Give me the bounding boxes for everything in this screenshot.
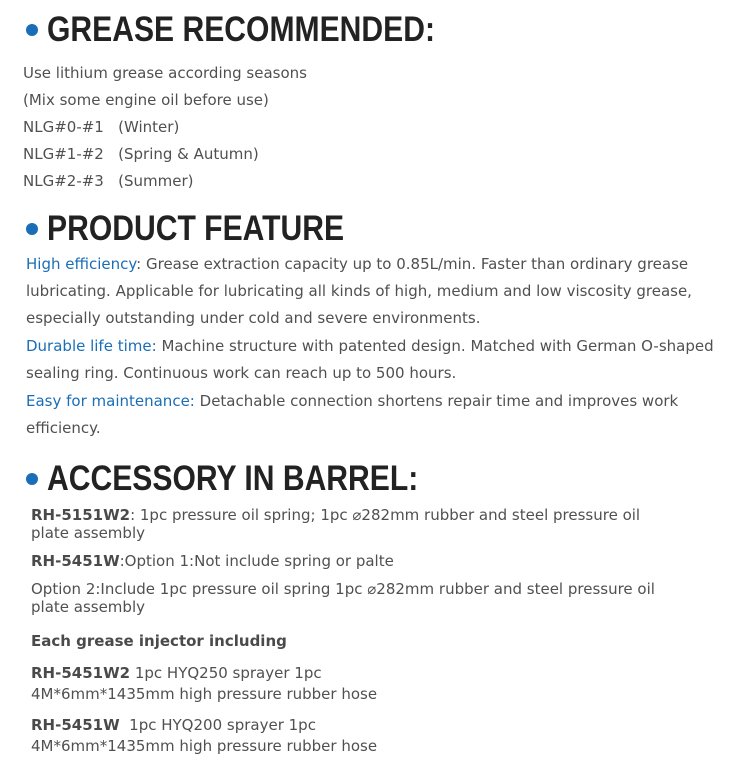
- injector-item-2: [31, 715, 711, 757]
- injector-line-1: 1pc HYQ250 sprayer 1pc: [130, 664, 322, 682]
- injector-heading: Each grease injector including: [31, 632, 287, 650]
- feature-item-easy-maintenance: [26, 388, 722, 442]
- grease-line-3: NLG#0-#1 (Winter): [23, 118, 180, 136]
- grease-line-2: (Mix some engine oil before use): [23, 91, 269, 109]
- accessory-item-2: [31, 552, 711, 570]
- accessory-text: : 1pc pressure oil spring; 1pc ⌀282mm rubber and steel pressure oil plate assembly: [31, 506, 641, 542]
- injector-item-1: [31, 663, 711, 705]
- feature-item-durable-life: [26, 333, 722, 387]
- model-code: RH-5451W: [31, 552, 120, 570]
- accessory-section-header: [26, 459, 479, 499]
- feature-section-header: [26, 209, 392, 249]
- grease-title: GREASE RECOMMENDED:: [47, 10, 435, 49]
- feature-text: Detachable connection shortens repair time and improves work efficiency.: [26, 392, 679, 437]
- injector-line-1: 1pc HYQ200 sprayer 1pc: [119, 716, 316, 734]
- model-code: RH-5151W2: [31, 506, 131, 524]
- feature-label: Durable life time:: [26, 337, 157, 355]
- feature-title: PRODUCT FEATURE: [47, 209, 345, 248]
- bullet-icon: [26, 223, 38, 235]
- grease-line-4: NLG#1-#2 (Spring & Autumn): [23, 145, 259, 163]
- bullet-icon: [26, 473, 38, 485]
- bullet-icon: [26, 24, 38, 36]
- accessory-item-3: Option 2:Include 1pc pressure oil spring 1pc ⌀282mm rubber and steel pressure oil plate assembly: [31, 580, 655, 616]
- feature-sep: :: [136, 255, 146, 273]
- model-code: RH-5451W: [31, 716, 120, 734]
- feature-text: Grease extraction capacity up to 0.85L/min. Faster than ordinary grease lubricating. Applicable for lubricating all kinds of high, medium and low viscosity grease, especially outstanding under cold and severe environments.: [26, 255, 692, 327]
- accessory-item-1: [31, 506, 671, 542]
- grease-line-5: NLG#2-#3 (Summer): [23, 172, 194, 190]
- accessory-text: :Option 1:Not include spring or palte: [119, 552, 394, 570]
- accessory-title: ACCESSORY IN BARREL:: [47, 459, 419, 498]
- grease-line-1: Use lithium grease according seasons: [23, 64, 307, 82]
- feature-label: High efficiency: [26, 255, 137, 273]
- feature-item-high-efficiency: [26, 251, 722, 332]
- injector-line-2: 4M*6mm*1435mm high pressure rubber hose: [31, 685, 378, 703]
- feature-text: Machine structure with patented design. Matched with German O-shaped sealing ring. Continuous work can reach up to 500 hours.: [26, 337, 714, 382]
- feature-label: Easy for maintenance:: [26, 392, 195, 410]
- grease-section-header: [26, 10, 498, 50]
- model-code: RH-5451W2: [31, 664, 131, 682]
- injector-line-2: 4M*6mm*1435mm high pressure rubber hose: [31, 737, 378, 755]
